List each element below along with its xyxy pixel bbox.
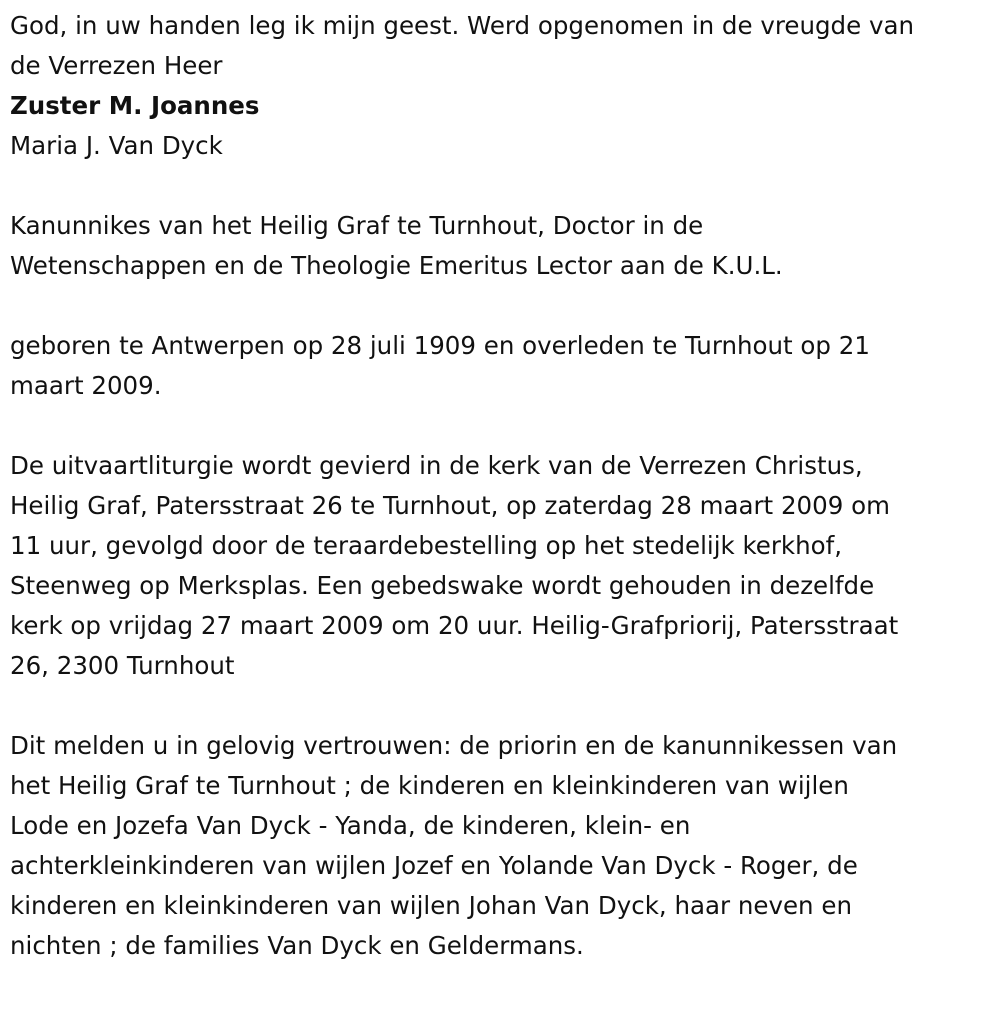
announcement-text: Dit melden u in gelovig vertrouwen: de priorin en de kanunnikessen van het Heilig Graf te Turnhout ; de kinderen en kleinkinderen van wijlen Lode en Jozefa Van Dyck - Yanda, de kinderen, klein- en achterkleinkinderen van wijlen Jozef en Yolande Van Dyck - Roger, de kinderen en kleinkinderen van wijlen Johan Van Dyck, haar neven en nichten ; de families Van Dyck en Geldermans. [10,731,898,960]
intro-text: God, in uw handen leg ik mijn geest. Werd opgenomen in de vreugde van de Verrezen Heer [10,11,914,80]
titles-text: Kanunnikes van het Heilig Graf te Turnhout, Doctor in de Wetenschappen en de Theologie Emeritus Lector aan de K.U.L. [10,211,783,280]
funeral-details-text: De uitvaartliturgie wordt gevierd in de kerk van de Verrezen Christus, Heilig Graf, Patersstraat 26 te Turnhout, op zaterdag 28 maart 2009 om 11 uur, gevolgd door de teraardebestelling op het stedelijk kerkhof, Steenweg op Merksplas. Een gebedswake wordt gehouden in dezelfde kerk op vrijdag 27 maart 2009 om 20 uur. Heilig-Grafpriorij, Patersstraat 26, 2300 Turnhout [10,451,899,680]
birth-death-text: geboren te Antwerpen op 28 juli 1909 en overleden te Turnhout op 21 maart 2009. [10,331,870,400]
deceased-civil-name: Maria J. Van Dyck [10,131,223,160]
deceased-religious-name: Zuster M. Joannes [10,91,260,120]
